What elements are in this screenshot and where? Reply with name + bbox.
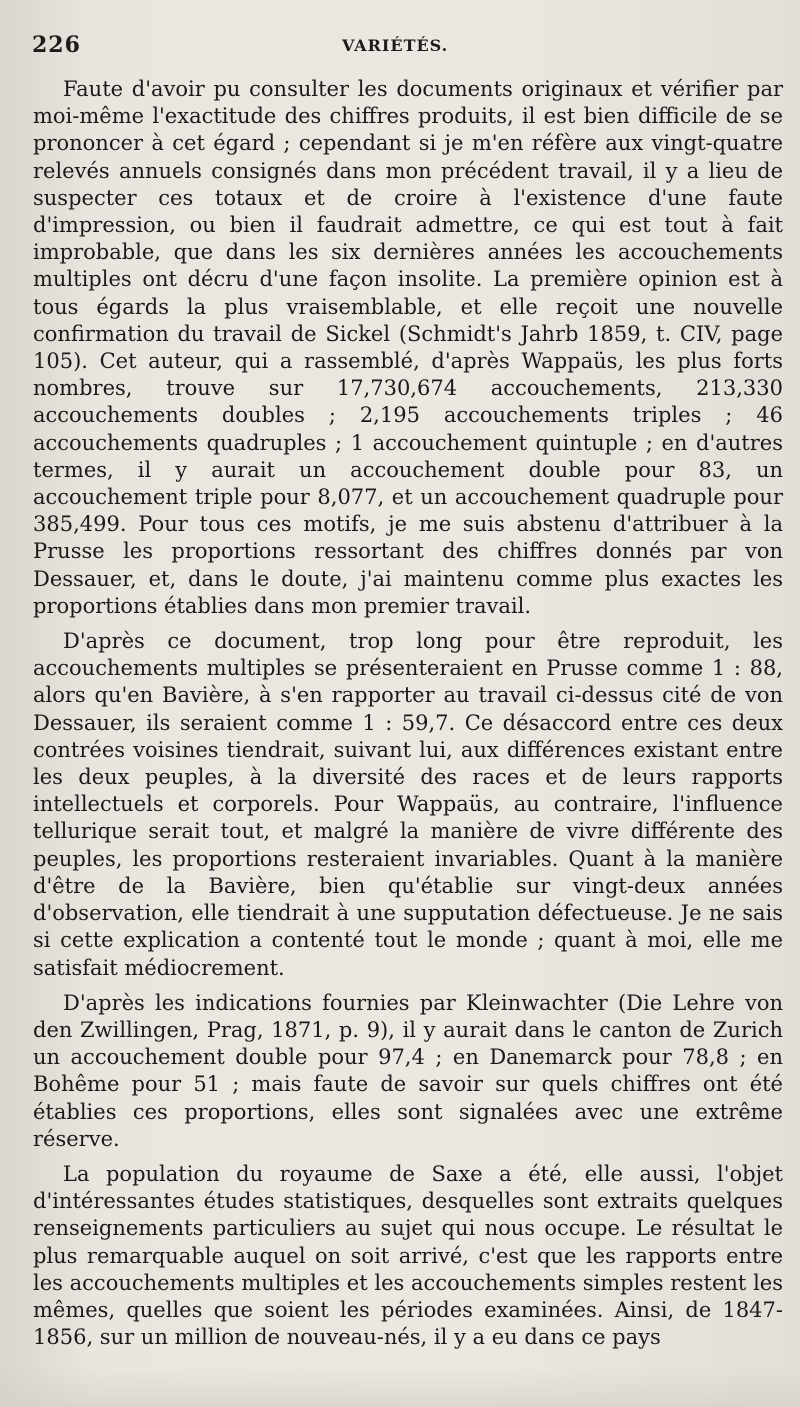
page-number: 226 [32, 32, 81, 58]
running-head: VARIÉTÉS. [342, 36, 449, 55]
paragraph-2: D'après ce document, trop long pour être reproduit, les accouchements multiples se présenteraient en Prusse comme 1 : 88, alors qu'en Bavière, à s'en rapporter au travail ci-dessus cité de von Dessauer, ils seraient comme 1 : 59,7. Ce désaccord entre ces deux contrées voisines tiendrait, suivant lui, aux différences existant entre les deux peuples, à la diversité des races et de leurs rapports intellectuels et corporels. Pour Wappaüs, au contraire, l'influence tellurique serait tout, et malgré la manière de vivre différente des peuples, les proportions resteraient invariables. Quant à la manière d'être de la Bavière, bien qu'établie sur vingt-deux années d'observation, elle tiendrait à une supputation défectueuse. Je ne sais si cette explication a contenté tout le monde ; quant à moi, elle me satisfait médiocrement. [33, 629, 783, 980]
paragraph-1: Faute d'avoir pu consulter les documents originaux et vérifier par moi-même l'exactitude des chiffres produits, il est bien difficile de se prononcer à cet égard ; cependant si je m'en réfère aux vingt-quatre relevés annuels consignés dans mon précédent travail, il y a lieu de suspecter ces totaux et de croire à l'existence d'une faute d'impression, ou bien il faudrait admettre, ce qui est tout à fait improbable, que dans les six dernières années les accouchements multiples ont décru d'une façon insolite. La première opinion est à tous égards la plus vraisemblable, et elle reçoit une nouvelle confirmation du travail de Sickel (Schmidt's Jahrb 1859, t. CIV, page 105). Cet auteur, qui a rassemblé, d'après Wappaüs, les plus forts nombres, trouve sur 17,730,674 accouchements, 213,330 accouchements doubles ; 2,195 accouchements triples ; 46 accouchements quadruples ; 1 accouchement quintuple ; en d'autres termes, il y aurait un accouchement double pour 83, un accouchement triple pour 8,077, et un accouchement quadruple pour 385,499. Pour tous ces motifs, je me suis abstenu d'attribuer à la Prusse les proportions ressortant des chiffres donnés par von Dessauer, et, dans le doute, j'ai maintenu comme plus exactes les proportions établies dans mon premier travail. [33, 77, 783, 618]
paragraph-3: D'après les indications fournies par Kleinwachter (Die Lehre von den Zwillingen, Prag, 1871, p. 9), il y aurait dans le canton de Zurich un accouchement double pour 97,4 ; en Danemarck pour 78,8 ; en Bohême pour 51 ; mais faute de savoir sur quels chiffres ont été établies ces proportions, elles sont signalées avec une extrême réserve. [33, 990, 783, 1151]
page-header [32, 32, 770, 64]
body-text [33, 76, 783, 1359]
page-bottom-shadow [0, 1367, 800, 1407]
paragraph-4: La population du royaume de Saxe a été, elle aussi, l'objet d'intéressantes études statistiques, desquelles sont extraits quelques renseignements particuliers au sujet qui nous occupe. Le résultat le plus remarquable auquel on soit arrivé, c'est que les rapports entre les accouchements multiples et les accouchements simples restent les mêmes, quelles que soient les périodes examinées. Ainsi, de 1847-1856, sur un million de nouveau-nés, il y a eu dans ce pays [33, 1161, 783, 1350]
